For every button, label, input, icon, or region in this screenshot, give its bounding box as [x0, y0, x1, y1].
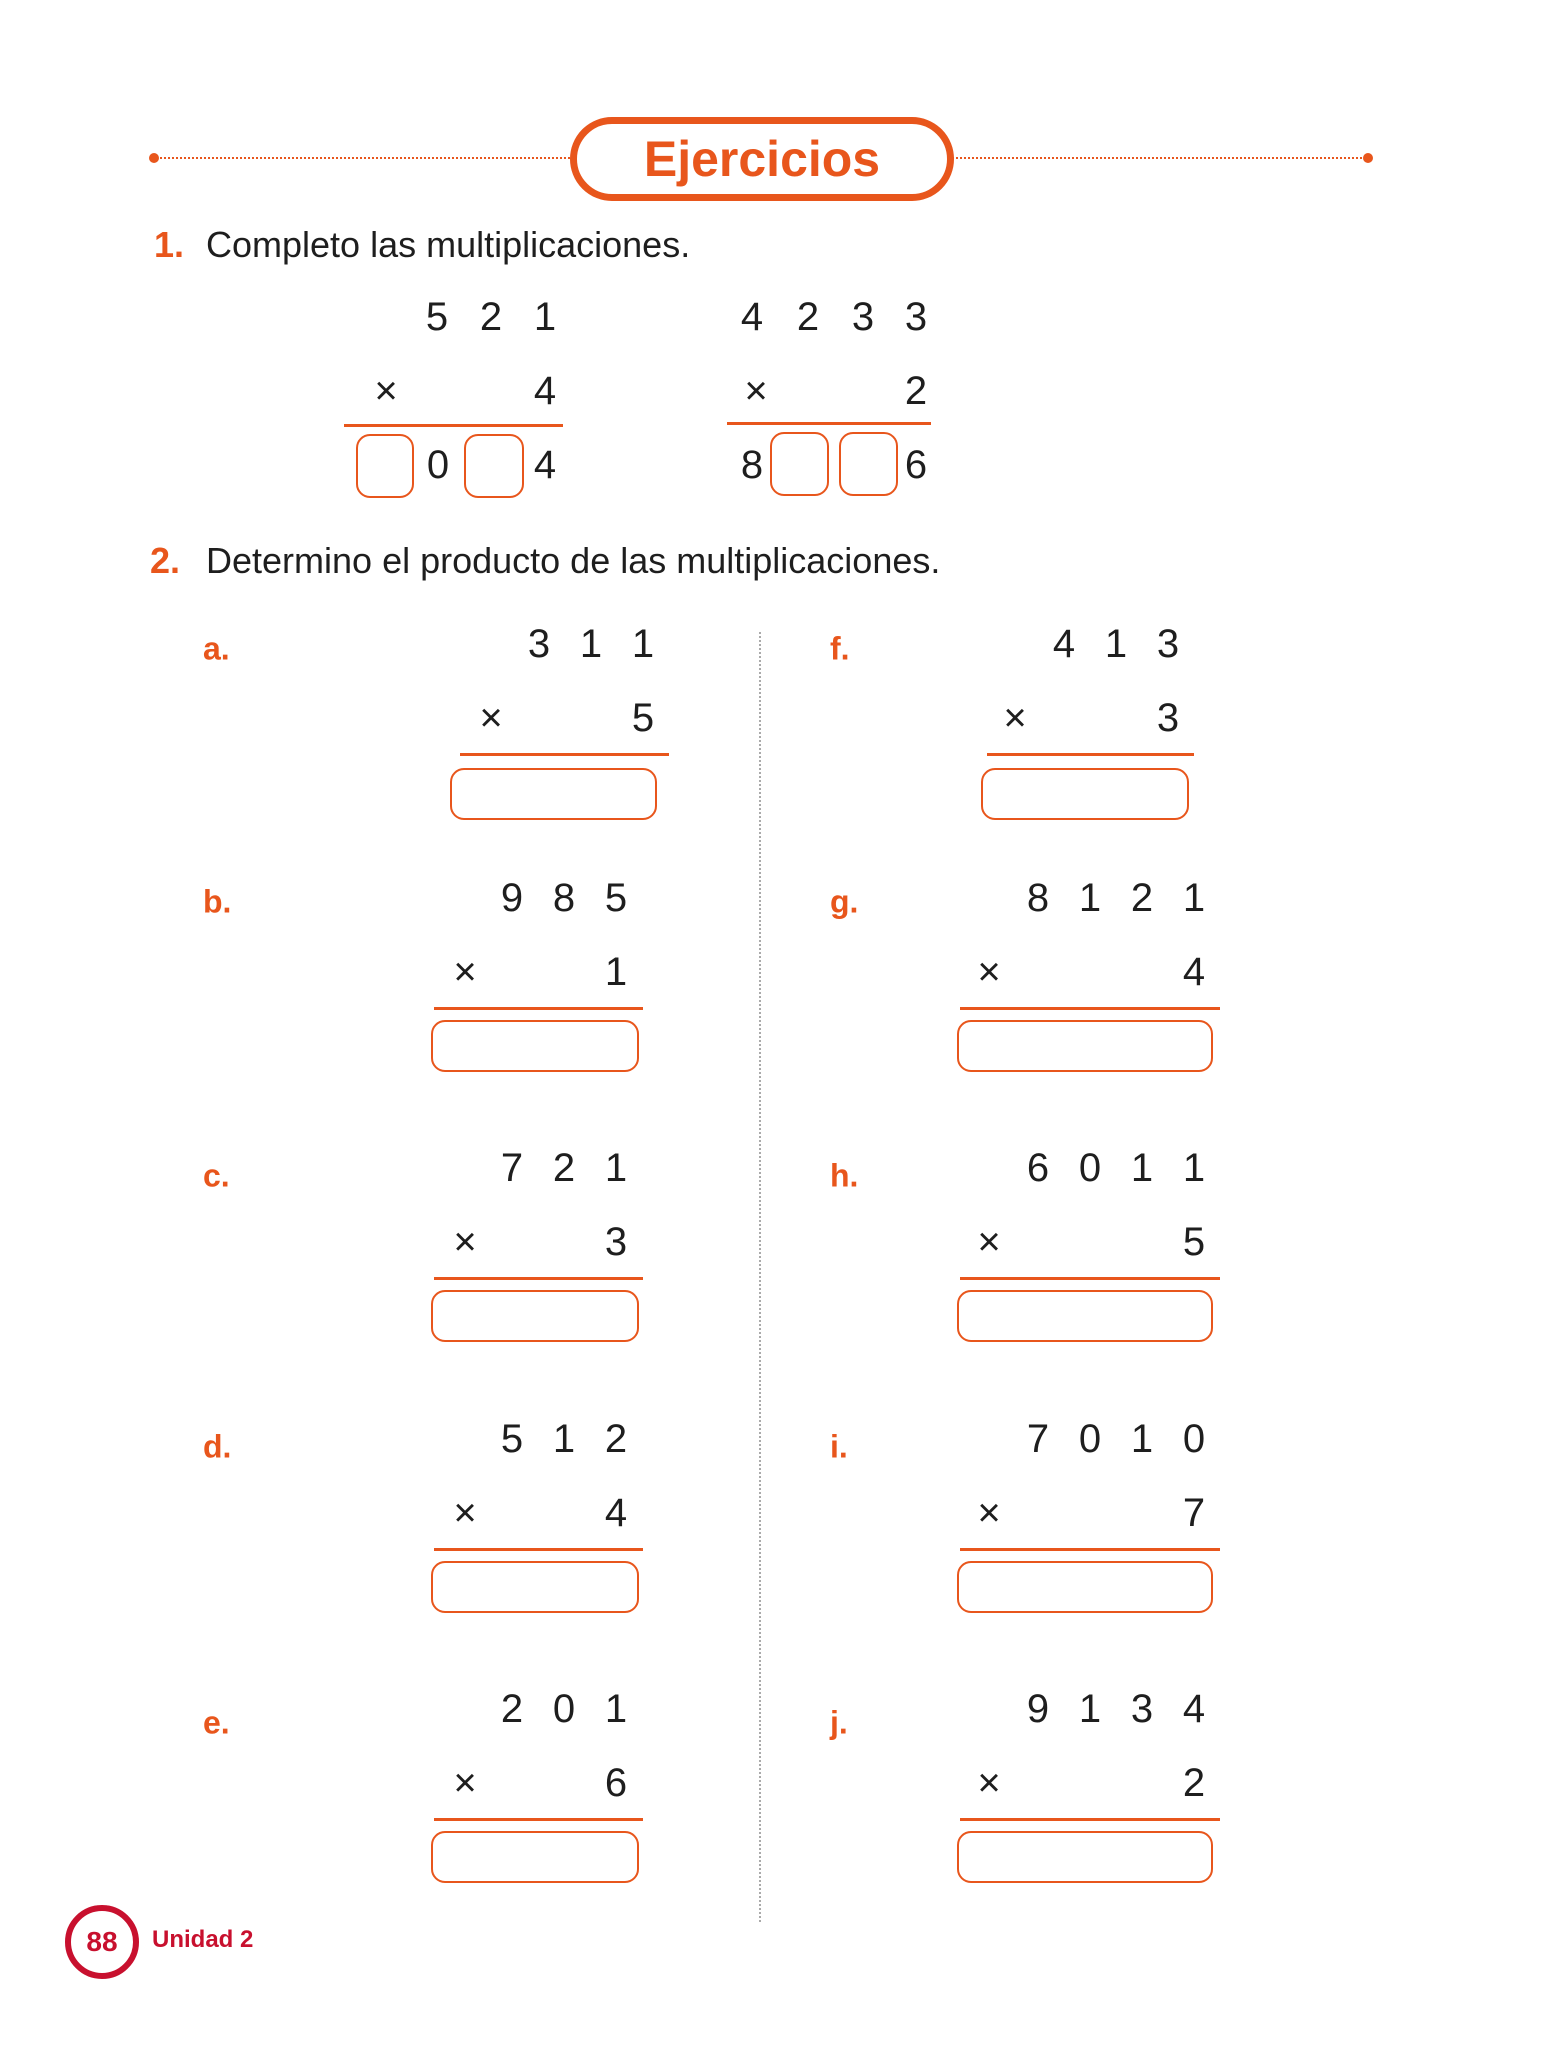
result-line — [960, 1007, 1220, 1010]
multiplicand-digit: 3 — [1156, 622, 1180, 666]
problem-label: a. — [203, 630, 230, 667]
multiplicand-digit: 2 — [552, 1146, 576, 1190]
answer-box[interactable] — [957, 1561, 1213, 1613]
result-line — [434, 1818, 643, 1821]
multiplicand-digit: 6 — [1026, 1146, 1050, 1190]
result-line — [434, 1548, 643, 1551]
times-sign: × — [977, 1761, 1001, 1805]
multiplicand-digit: 0 — [1078, 1146, 1102, 1190]
answer-box[interactable] — [431, 1020, 639, 1072]
multiplicand-digit: 2 — [1130, 876, 1154, 920]
multiplicand-digit: 1 — [533, 295, 557, 339]
multiplicand-digit: 1 — [1078, 1687, 1102, 1731]
answer-box[interactable] — [957, 1290, 1213, 1342]
result-digit: 0 — [426, 443, 450, 487]
answer-box[interactable] — [450, 768, 657, 820]
multiplicand-digit: 3 — [904, 295, 928, 339]
times-sign: × — [453, 950, 477, 994]
answer-box[interactable] — [957, 1831, 1213, 1883]
problem-label: i. — [830, 1428, 848, 1465]
multiplicand-digit: 4 — [1182, 1687, 1206, 1731]
multiplicand-digit: 7 — [500, 1146, 524, 1190]
multiplier-digit: 2 — [1182, 1761, 1206, 1805]
section-title-badge — [570, 117, 954, 201]
times-sign: × — [453, 1220, 477, 1264]
multiplicand-digit: 8 — [552, 876, 576, 920]
multiplier-digit: 2 — [904, 369, 928, 413]
multiplicand-digit: 3 — [527, 622, 551, 666]
multiplier-digit: 4 — [604, 1491, 628, 1535]
times-sign: × — [744, 369, 768, 413]
multiplicand-digit: 1 — [604, 1146, 628, 1190]
multiplicand-digit: 1 — [1078, 876, 1102, 920]
result-line — [960, 1818, 1220, 1821]
question-1-number: 1. — [154, 224, 185, 265]
result-line — [344, 424, 563, 427]
header-dot-right — [1363, 153, 1373, 163]
multiplicand-digit: 8 — [1026, 876, 1050, 920]
multiplicand-digit: 0 — [552, 1687, 576, 1731]
result-digit: 4 — [533, 443, 557, 487]
multiplicand-digit: 5 — [425, 295, 449, 339]
times-sign: × — [1003, 696, 1027, 740]
multiplicand-digit: 1 — [631, 622, 655, 666]
multiplicand-digit: 4 — [1052, 622, 1076, 666]
times-sign: × — [479, 696, 503, 740]
problem-label: h. — [830, 1157, 859, 1194]
multiplicand-digit: 9 — [1026, 1687, 1050, 1731]
missing-digit-box[interactable] — [356, 434, 414, 498]
multiplicand-digit: 1 — [1182, 1146, 1206, 1190]
multiplicand-digit: 7 — [1026, 1417, 1050, 1461]
answer-box[interactable] — [431, 1290, 639, 1342]
multiplier-digit: 1 — [604, 950, 628, 994]
times-sign: × — [977, 950, 1001, 994]
multiplicand-digit: 1 — [604, 1687, 628, 1731]
missing-digit-box[interactable] — [464, 434, 524, 498]
multiplier-digit: 5 — [631, 696, 655, 740]
multiplicand-digit: 2 — [796, 295, 820, 339]
multiplier-digit: 3 — [1156, 696, 1180, 740]
result-line — [434, 1007, 643, 1010]
result-line — [960, 1548, 1220, 1551]
times-sign: × — [977, 1220, 1001, 1264]
multiplier-digit: 5 — [1182, 1220, 1206, 1264]
times-sign: × — [453, 1491, 477, 1535]
result-line — [460, 753, 669, 756]
question-1-instruction: Completo las multiplicaciones. — [206, 224, 691, 265]
multiplier-digit: 4 — [1182, 950, 1206, 994]
multiplier-digit: 3 — [604, 1220, 628, 1264]
multiplier-digit: 6 — [604, 1761, 628, 1805]
result-line — [434, 1277, 643, 1280]
multiplicand-digit: 1 — [579, 622, 603, 666]
answer-box[interactable] — [957, 1020, 1213, 1072]
multiplicand-digit: 1 — [552, 1417, 576, 1461]
result-line — [960, 1277, 1220, 1280]
multiplier-digit: 7 — [1182, 1491, 1206, 1535]
column-divider — [759, 632, 761, 1922]
answer-box[interactable] — [431, 1831, 639, 1883]
missing-digit-box[interactable] — [770, 432, 829, 496]
page-number: 88 — [86, 1926, 118, 1957]
times-sign: × — [453, 1761, 477, 1805]
problem-label: g. — [830, 883, 859, 920]
multiplicand-digit: 5 — [604, 876, 628, 920]
multiplicand-digit: 3 — [851, 295, 875, 339]
multiplicand-digit: 0 — [1182, 1417, 1206, 1461]
problem-label: j. — [830, 1704, 848, 1741]
answer-box[interactable] — [431, 1561, 639, 1613]
problem-label: e. — [203, 1704, 230, 1741]
multiplicand-digit: 1 — [1130, 1146, 1154, 1190]
result-line — [727, 422, 931, 425]
problem-label: c. — [203, 1157, 230, 1194]
answer-box[interactable] — [981, 768, 1189, 820]
times-sign: × — [977, 1491, 1001, 1535]
multiplicand-digit: 4 — [740, 295, 764, 339]
multiplicand-digit: 9 — [500, 876, 524, 920]
multiplier-digit: 4 — [533, 369, 557, 413]
multiplicand-digit: 2 — [604, 1417, 628, 1461]
multiplicand-digit: 1 — [1130, 1417, 1154, 1461]
multiplicand-digit: 2 — [500, 1687, 524, 1731]
problem-label: f. — [830, 630, 850, 667]
multiplicand-digit: 2 — [479, 295, 503, 339]
page-number-badge — [65, 1905, 139, 1979]
problem-label: b. — [203, 883, 232, 920]
times-sign: × — [374, 369, 398, 413]
multiplicand-digit: 0 — [1078, 1417, 1102, 1461]
unit-label: Unidad 2 — [152, 1926, 254, 1953]
result-digit: 8 — [740, 443, 764, 487]
page-title: Ejercicios — [643, 131, 881, 187]
question-2-instruction: Determino el producto de las multiplicaciones. — [206, 540, 941, 581]
question-2-number: 2. — [150, 540, 181, 581]
problem-label: d. — [203, 1428, 232, 1465]
result-line — [987, 753, 1194, 756]
multiplicand-digit: 1 — [1182, 876, 1206, 920]
multiplicand-digit: 5 — [500, 1417, 524, 1461]
result-digit: 6 — [904, 443, 928, 487]
multiplicand-digit: 1 — [1104, 622, 1128, 666]
missing-digit-box[interactable] — [839, 432, 898, 496]
multiplicand-digit: 3 — [1130, 1687, 1154, 1731]
